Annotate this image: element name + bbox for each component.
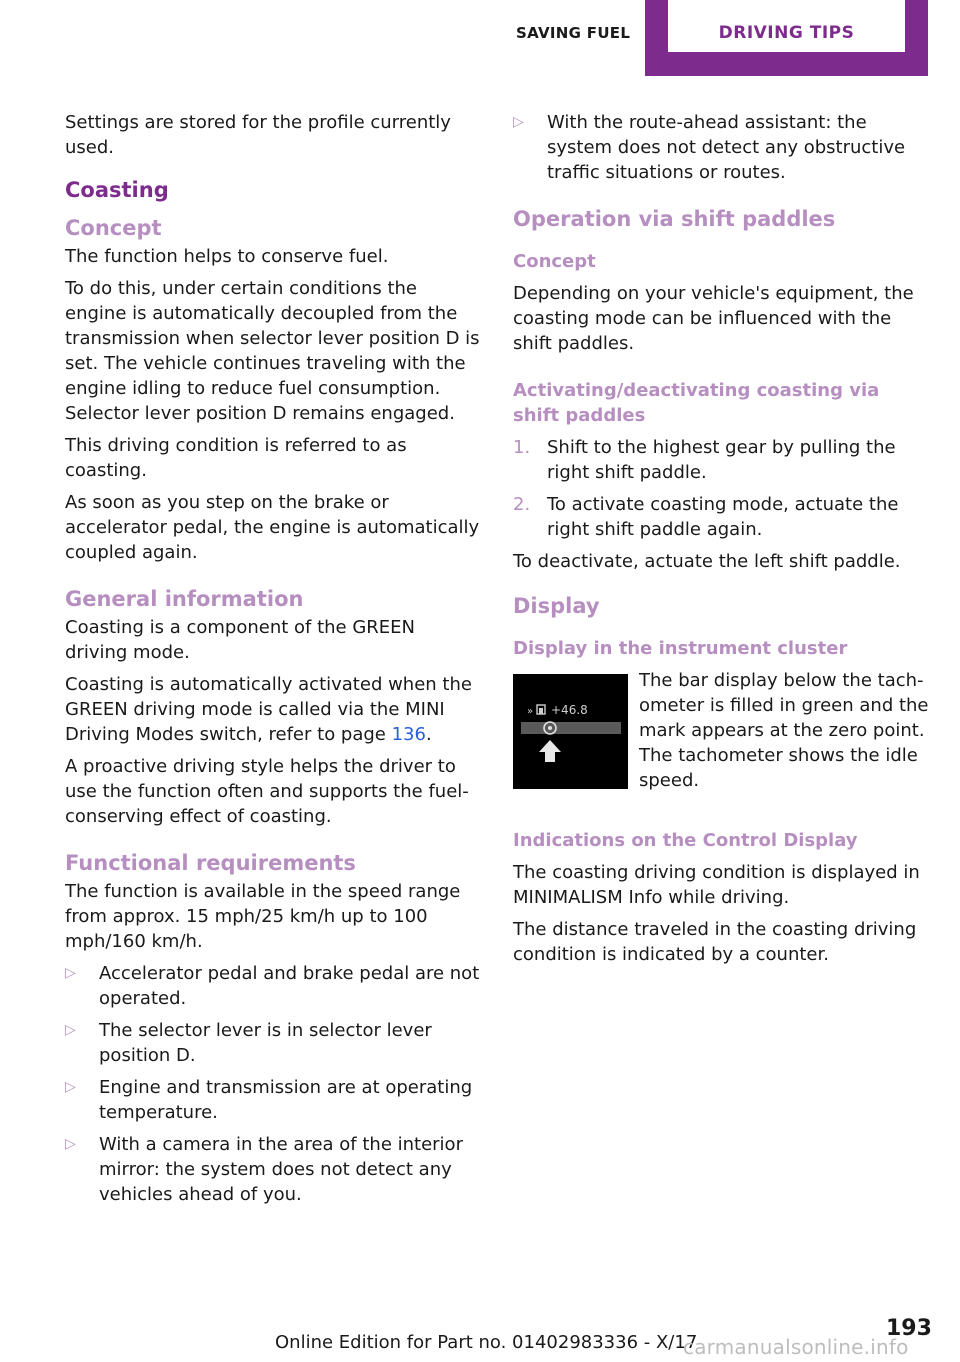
instrument-cluster-description: The bar display below the tachometer is filled in green and the mark appears at the zero point. The tachometer shows the idle speed.: [639, 670, 929, 791]
chapter-tab: [645, 0, 928, 76]
paddles-concept-heading: Concept: [513, 251, 596, 272]
step-number: 2.: [513, 494, 531, 515]
shift-paddles-heading: Operation via shift paddles: [513, 207, 836, 231]
right-column: [513, 110, 928, 974]
general-paragraph-1: Coasting is a component of the GREEN driving mode.: [65, 617, 416, 663]
triangle-bullet-icon: ▷: [65, 1136, 76, 1152]
step-number: 1.: [513, 437, 531, 458]
list-item: [65, 1018, 480, 1068]
triangle-bullet-icon: ▷: [65, 965, 76, 981]
general-paragraph-2-end: .: [425, 724, 432, 745]
concept-paragraph-2: To do this, under certain conditions the engine is automatically decoupled from the transmission when selector lever position D is set. The vehicle continues traveling with the engine idling to reduce fuel consumption. Selector lever position D remains engaged.: [65, 278, 480, 424]
general-paragraph-2-text: Coasting is automatically activated when the GREEN driving mode is called via the MINI Driving Modes switch, refer to page: [65, 674, 472, 745]
triangle-bullet-icon: ▷: [513, 114, 524, 130]
concept-paragraph-3: This driving condition is referred to as coasting.: [65, 435, 407, 481]
control-display-heading: Indications on the Control Display: [513, 830, 858, 851]
list-item: [513, 110, 928, 185]
list-item: [513, 492, 928, 542]
functional-requirements-heading: Functional requirements: [65, 851, 356, 875]
left-column: [65, 110, 480, 1214]
coasting-heading: Coasting: [65, 178, 169, 202]
general-information-heading: General information: [65, 587, 304, 611]
concept-paragraph-1: The function helps to conserve fuel.: [65, 246, 389, 267]
list-item: [65, 1075, 480, 1125]
list-item-text: Accelerator pedal and brake pedal are not operated.: [99, 963, 480, 1009]
cluster-readout: +46.8: [551, 703, 588, 717]
triangle-bullet-icon: ▷: [65, 1022, 76, 1038]
coasting-display-icon: [513, 674, 628, 789]
list-item-text: With the route-ahead assistant: the system does not detect any obstructive traffic situations or routes.: [547, 112, 906, 183]
edition-footer: Online Edition for Part no. 01402983336 - X/17: [275, 1332, 698, 1353]
instrument-cluster-image: [513, 674, 628, 789]
activating-coasting-heading: Activating/deactivating coasting via shift paddles: [513, 380, 880, 426]
list-item-text: With a camera in the area of the interior mirror: the system does not detect any vehicles ahead of you.: [99, 1134, 463, 1205]
watermark: carmanualsonline.info: [683, 1335, 909, 1359]
running-header-section: SAVING FUEL: [516, 24, 631, 42]
svg-text:»: »: [527, 706, 534, 717]
step-text: Shift to the highest gear by pulling the right shift paddle.: [547, 437, 896, 483]
list-item: [65, 1132, 480, 1207]
list-item-text: Engine and transmission are at operating temperature.: [99, 1077, 473, 1123]
list-item: [513, 435, 928, 485]
concept-heading: Concept: [65, 216, 162, 240]
list-item: [65, 961, 480, 1011]
intro-paragraph: Settings are stored for the profile currently used.: [65, 112, 451, 158]
paddles-concept-paragraph: Depending on your vehicle's equipment, the coasting mode can be influenced with the shift paddles.: [513, 283, 914, 354]
list-item-text: The selector lever is in selector lever position D.: [99, 1020, 432, 1066]
page-number: 193: [886, 1316, 932, 1341]
general-paragraph-2: [65, 672, 480, 747]
triangle-bullet-icon: ▷: [65, 1079, 76, 1095]
requirements-paragraph: The function is available in the speed range from approx. 15 mph/25 km/h up to 100 mph/160 km/h.: [65, 881, 461, 952]
step-text: To activate coasting mode, actuate the right shift paddle again.: [547, 494, 899, 540]
concept-paragraph-4: As soon as you step on the brake or accelerator pedal, the engine is automatically coupled again.: [65, 492, 480, 563]
control-display-paragraph-2: The distance traveled in the coasting driving condition is indicated by a counter.: [513, 919, 917, 965]
page-reference-link[interactable]: 136: [391, 724, 426, 745]
deactivate-paragraph: To deactivate, actuate the left shift paddle.: [513, 551, 901, 572]
chapter-tab-label: DRIVING TIPS: [668, 0, 905, 52]
instrument-cluster-heading: Display in the instrument cluster: [513, 638, 848, 659]
display-heading: Display: [513, 594, 600, 618]
control-display-paragraph-1: The coasting driving condition is displayed in MINIMALISM Info while driving.: [513, 862, 920, 908]
instrument-cluster-figure: [513, 668, 928, 818]
general-paragraph-3: A proactive driving style helps the driver to use the function often and supports the fuel-conserving effect of coasting.: [65, 756, 469, 827]
